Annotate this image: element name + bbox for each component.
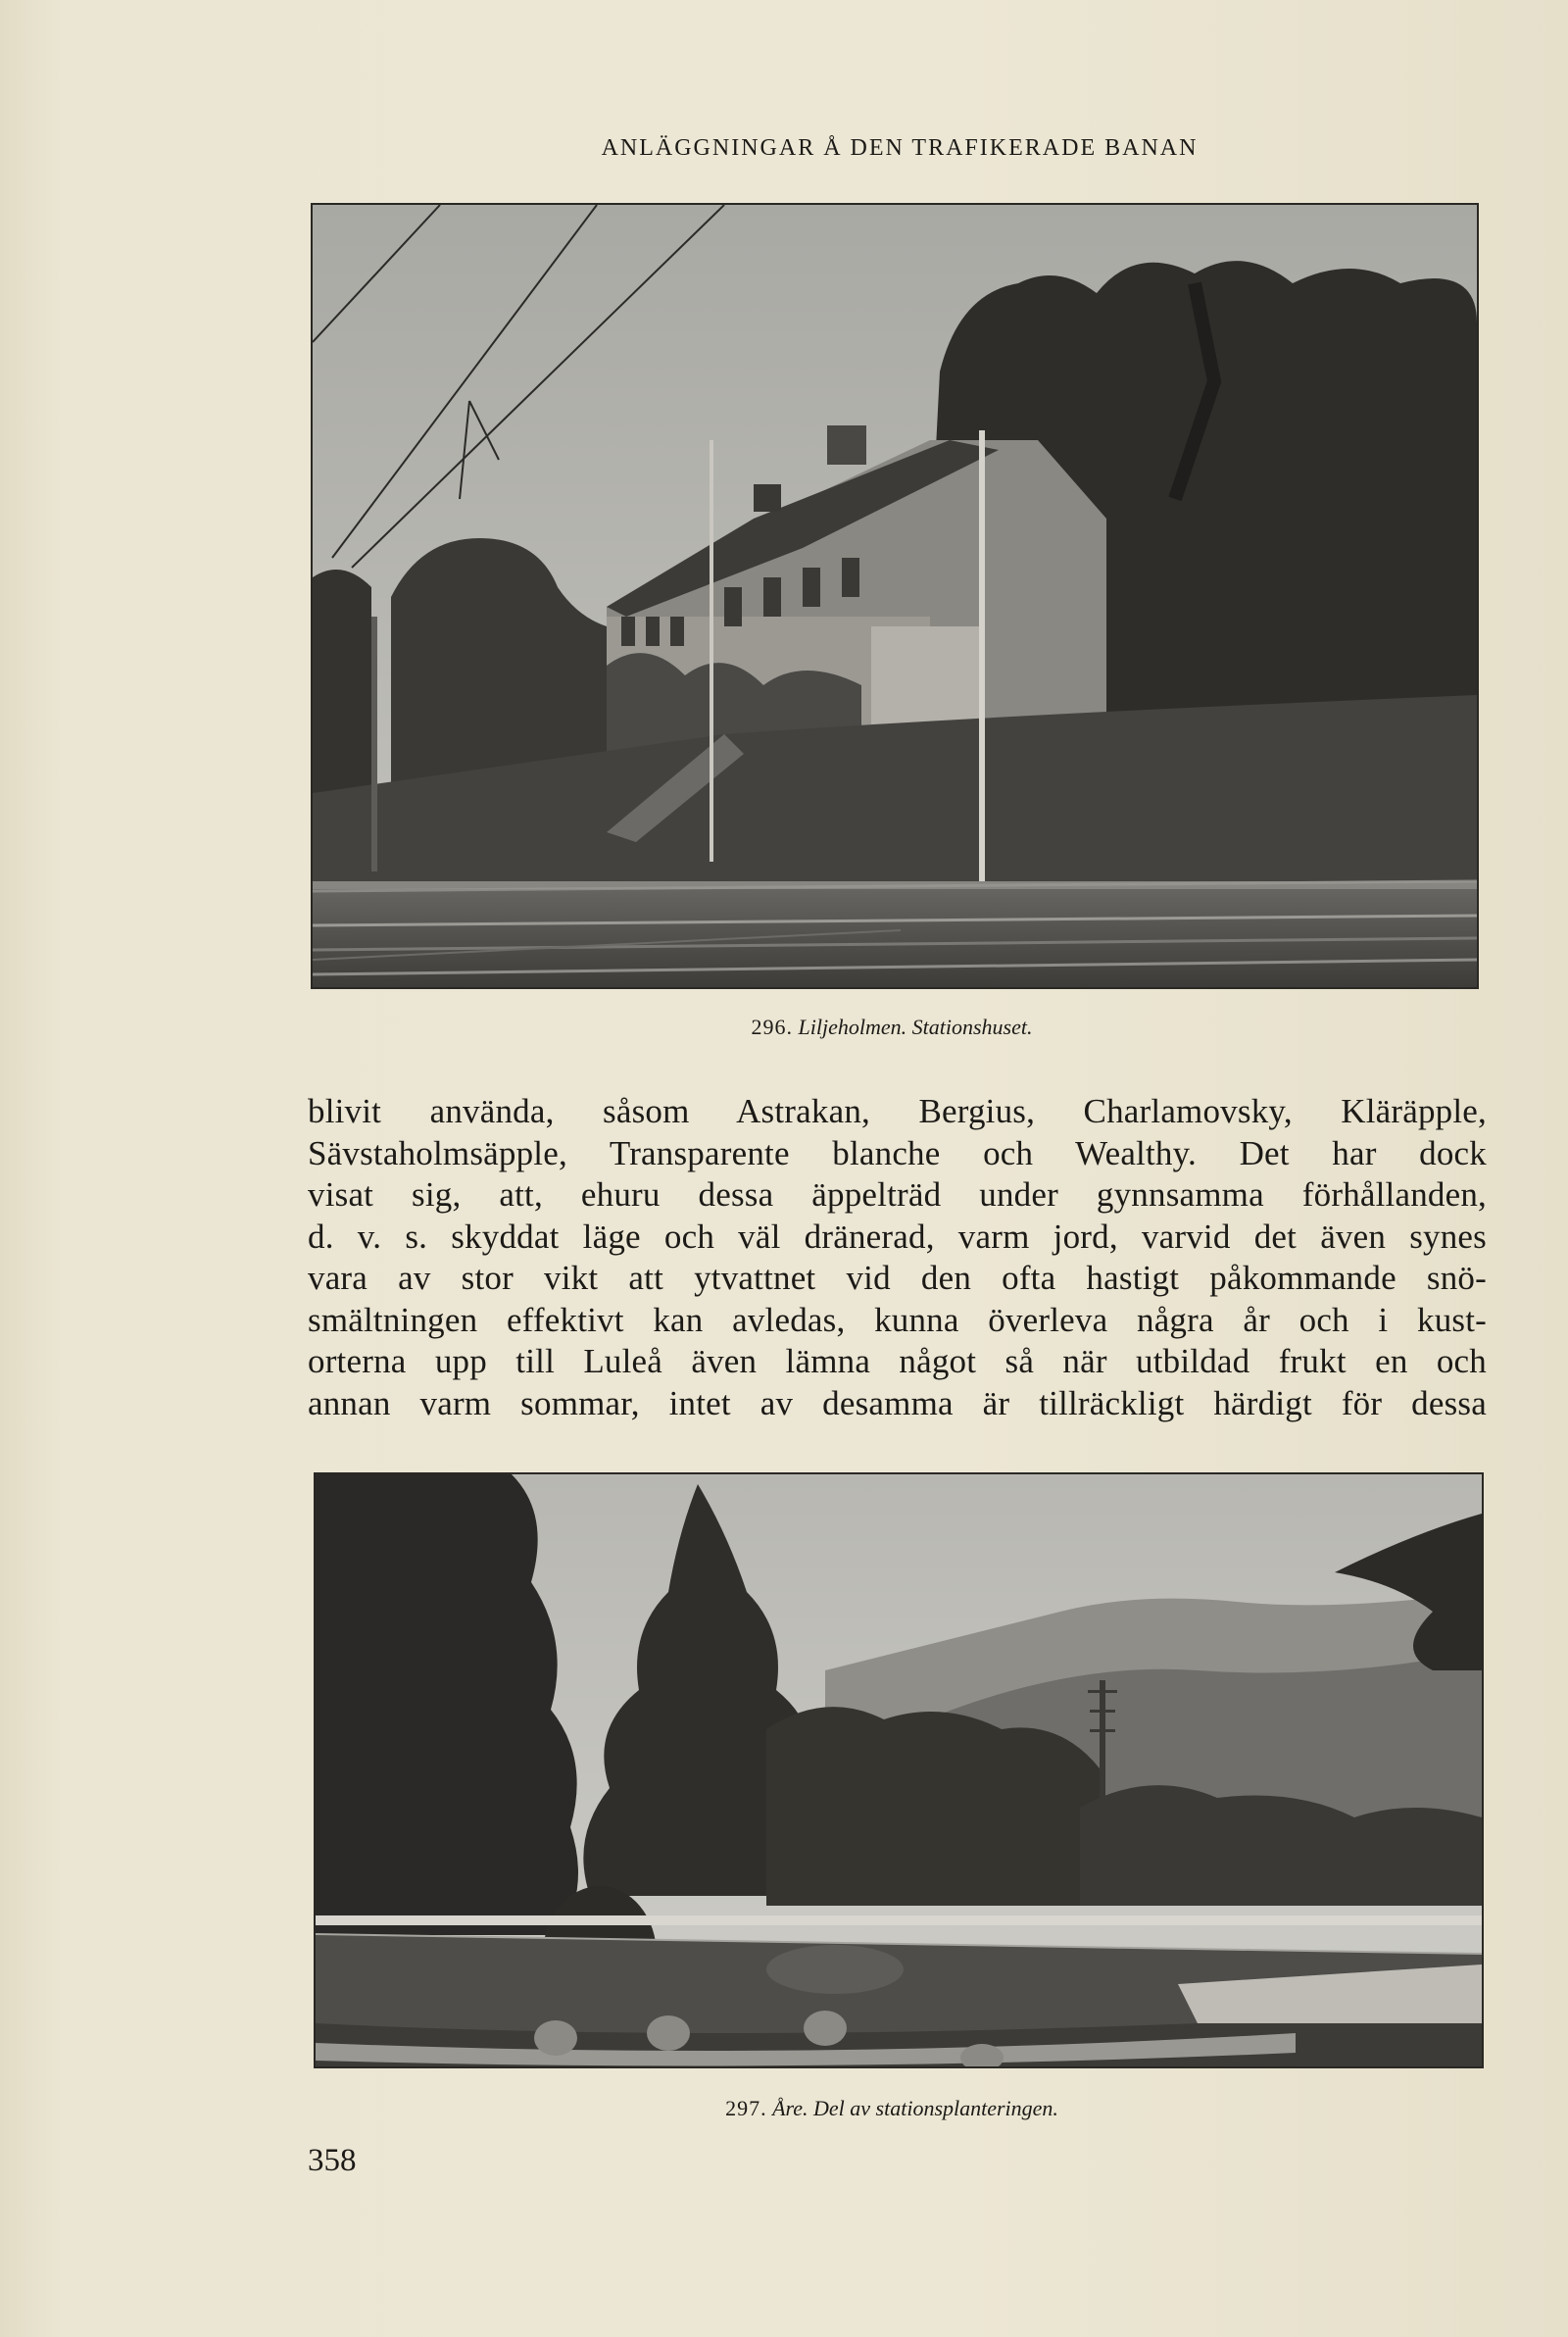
body-line: vara av stor vikt att ytvattnet vid den ofta hastigt påkommande snö- — [308, 1259, 1487, 1297]
body-text — [308, 1091, 1487, 1424]
photo-station-building — [311, 203, 1479, 989]
station-planting-illustration — [316, 1474, 1482, 2066]
figure-297-number: 297. — [725, 2096, 767, 2120]
figure-297-caption — [549, 2096, 1235, 2121]
figure-296-caption — [549, 1015, 1235, 1040]
station-building-illustration — [313, 205, 1477, 987]
body-line: smältningen effektivt kan avledas, kunna överleva några år och i kust- — [308, 1300, 1487, 1339]
body-line: Sävstaholmsäpple, Transparente blanche och Wealthy. Det har dock — [308, 1133, 1487, 1172]
body-line: orterna upp till Luleå även lämna något så när utbildad frukt en och — [308, 1342, 1487, 1380]
photo-station-planting — [314, 1472, 1484, 2068]
figure-296-title: Liljeholmen. Stationshuset. — [798, 1015, 1033, 1039]
body-line: visat sig, att, ehuru dessa äppelträd under gynnsamma förhållanden, — [308, 1175, 1487, 1214]
body-line: d. v. s. skyddat läge och väl dränerad, varm jord, varvid det även synes — [308, 1217, 1487, 1256]
body-line: annan varm sommar, intet av desamma är tillräckligt härdigt för dessa — [308, 1383, 1487, 1422]
figure-296-number: 296. — [751, 1015, 794, 1039]
page-number: 358 — [308, 2143, 357, 2178]
running-head: ANLÄGGNINGAR Å DEN TRAFIKERADE BANAN — [601, 135, 1199, 161]
figure-297-title: Åre. Del av stationsplanteringen. — [772, 2096, 1058, 2120]
body-line: blivit använda, såsom Astrakan, Bergius, Charlamovsky, Kläräpple, — [308, 1092, 1487, 1130]
